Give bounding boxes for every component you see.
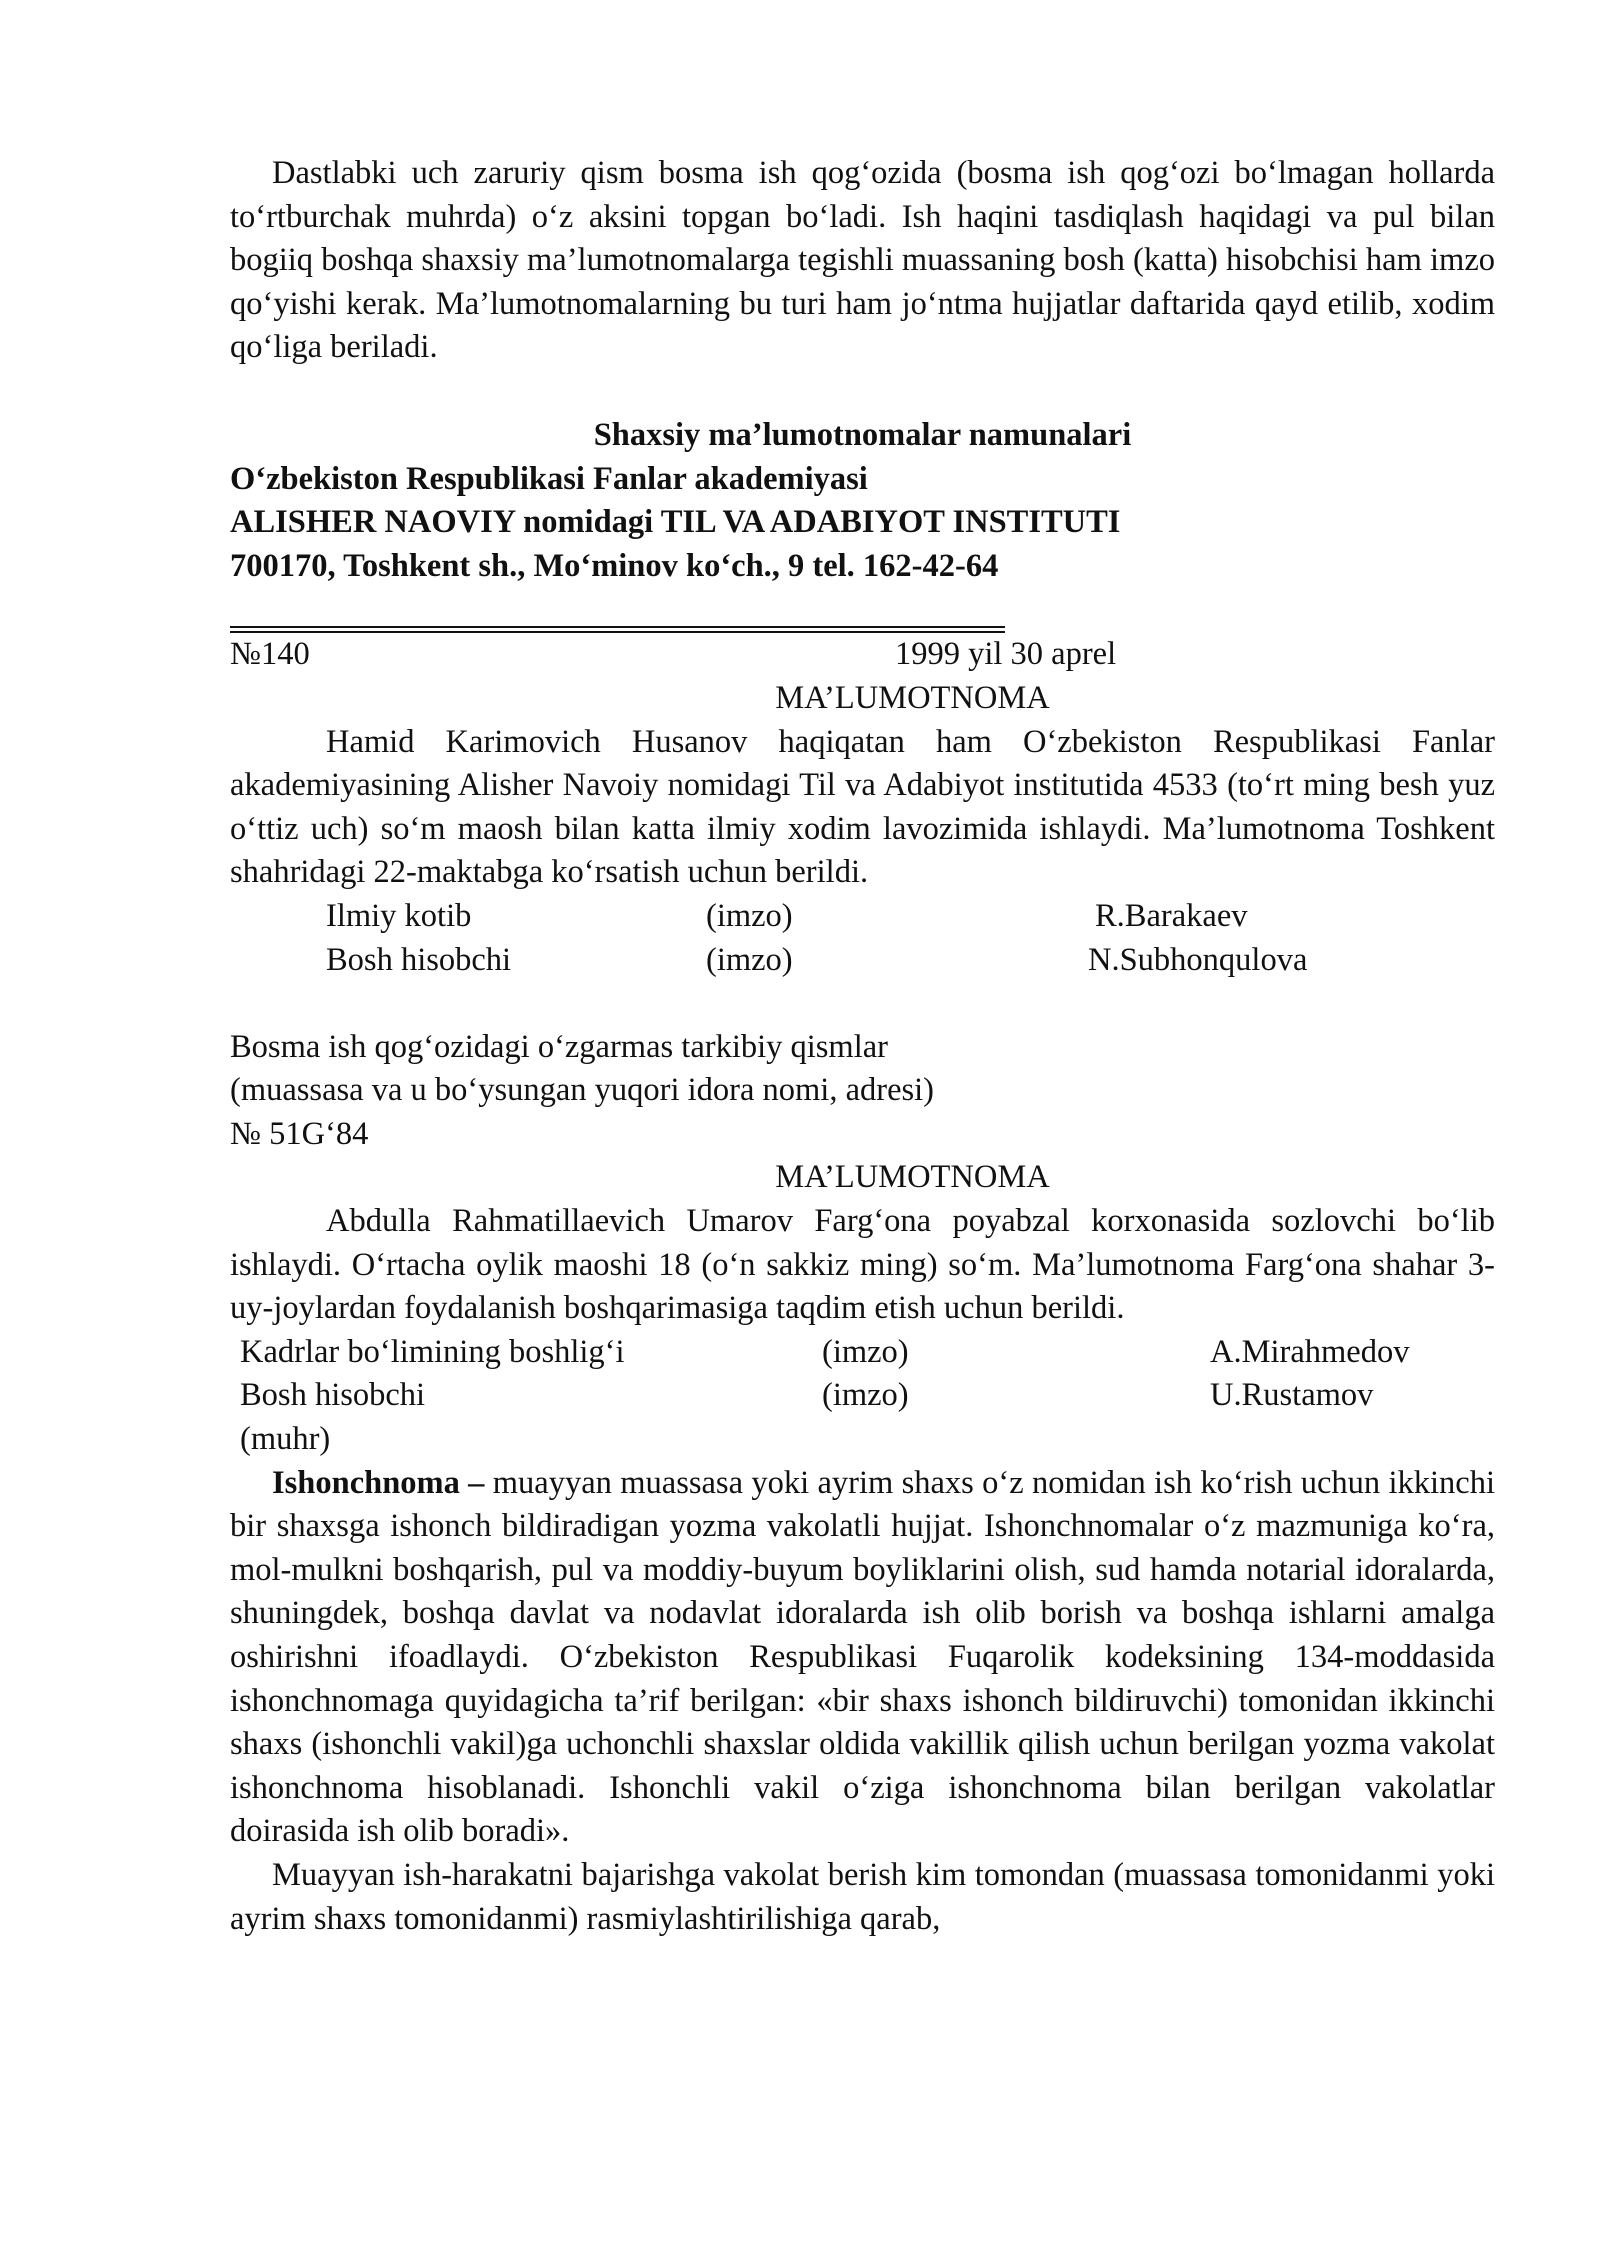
doc2-title: MA’LUMOTNOMA bbox=[775, 1159, 1050, 1196]
ishonchnoma-definition: muayyan muassasa yoki ayrim shaxs o‘z nomidan ish ko‘rish uchun ikkinchi bir shaxsga ishonch bildiradigan yozma vakolatli hujjat. Ishonchnomalar o‘z mazmuniga ko‘ra, mol-mulkni boshqarish, pul va moddiy-buyum boyliklarini olish, sud hamda notarial idoralarda, shuningdek, boshqa davlat va nodavlat idoralarda ish olib borish va boshqa ishlarni amalga oshirishni ifoadlaydi. O‘zbekiston Respublikasi Fuqarolik kodeksining 134-moddasida ishonchnomaga quyidagicha ta’rif berilgan: «bir shaxs ishonch bildiruvchi) tomonidan ikkinchi shaxs (ishonchli vakil)ga uchonchli shaxslar oldida vakillik qilish uchun berilgan yozma vakolat ishonchnoma hisoblanadi. Ishonchli vakil o‘ziga ishonchnoma bilan berilgan vakolatlar doirasida ish olib boradi». bbox=[230, 1464, 1496, 1850]
signature-name: R.Barakaev bbox=[1095, 897, 1248, 934]
ishonchnoma-paragraph bbox=[230, 1462, 1495, 1854]
signature-role: Kadrlar bo‘limining boshlig‘i bbox=[240, 1333, 625, 1370]
signature-mark: (imzo) bbox=[822, 1333, 909, 1370]
intro-paragraph: Dastlabki uch zaruriy qism bosma ish qog‘ozida (bosma ish qog‘ozi bo‘lmagan hollarda to‘rtburchak muhrda) o‘z aksini topgan bo‘ladi. Ish haqini tasdiqlash haqidagi va pul bilan bogiiq boshqa shaxsiy ma’lumotnomalarga tegishli muassaning bosh (katta) hisobchisi ham imzo qo‘yishi kerak. Ma’lumotnomalarning bu turi ham jo‘ntma hujjatlar daftarida qayd etilib, xodim qo‘liga beriladi. bbox=[230, 155, 1495, 366]
letterhead-divider bbox=[230, 626, 1005, 633]
doc1-signature-row bbox=[230, 895, 1495, 939]
doc1-body: Hamid Karimovich Husanov haqiqatan ham O‘zbekiston Respublikasi Fanlar akademiyasining Alisher Navoiy nomidagi Til va Adabiyot institutida 4533 (to‘rt ming besh yuz o‘ttiz uch) so‘m maosh bilan katta ilmiy xodim lavozimida ishlaydi. Ma’lumotnoma Toshkent shahridagi 22-maktabga ko‘rsatish uchun berildi. bbox=[230, 723, 1495, 891]
doc1-date: 1999 yil 30 aprel bbox=[895, 636, 1117, 673]
doc2-body: Abdulla Rahmatillaevich Umarov Farg‘ona poyabzal korxonasida sozlovchi bo‘lib ishlaydi. O‘rtacha oylik maoshi 18 (o‘n sakkiz ming) so‘m. Ma’lumotnoma Farg‘ona shahar 3-uy-joylardan foydalanish boshqarimasiga taqdim etish uchun berildi. bbox=[230, 1203, 1495, 1327]
signature-role: Bosh hisobchi bbox=[240, 1377, 426, 1414]
signature-mark: (imzo) bbox=[706, 897, 793, 934]
signature-name: A.Mirahmedov bbox=[1210, 1333, 1410, 1370]
signature-mark: (imzo) bbox=[706, 941, 793, 978]
signature-name: U.Rustamov bbox=[1210, 1377, 1374, 1414]
document-page bbox=[230, 152, 1495, 1941]
signature-mark: (imzo) bbox=[822, 1377, 909, 1414]
doc1-number: №140 bbox=[230, 636, 310, 673]
letterhead-line-1: O‘zbekiston Respublikasi Fanlar akademiyasi bbox=[230, 460, 868, 497]
samples-heading: Shaxsiy ma’lumotnomalar namunalari bbox=[593, 416, 1132, 453]
samples-section bbox=[230, 414, 1495, 588]
doc1-signature-row bbox=[230, 939, 1495, 983]
signature-role: Bosh hisobchi bbox=[326, 941, 512, 978]
doc1-number-date-row bbox=[230, 633, 1495, 677]
doc2-signature-row bbox=[230, 1374, 1495, 1418]
signature-name: N.Subhonqulova bbox=[1088, 941, 1308, 978]
doc2-header-line-2: (muassasa va u bo‘ysungan yuqori idora nomi, adresi) bbox=[230, 1072, 935, 1109]
doc2-signature-row bbox=[230, 1331, 1495, 1375]
letterhead-line-2: ALISHER NAOVIY nomidagi TIL VA ADABIYOT INSTITUTI bbox=[230, 504, 1121, 541]
ishonchnoma-term: Ishonchnoma – bbox=[272, 1464, 485, 1501]
letterhead-line-3: 700170, Toshkent sh., Mo‘minov ko‘ch., 9 tel. 162-42-64 bbox=[230, 547, 999, 584]
last-paragraph: Muayyan ish-harakatni bajarishga vakolat berish kim tomondan (muassasa tomonidanmi yoki ayrim shaxs tomonidanmi) rasmiylashtirilishiga qarab, bbox=[230, 1856, 1495, 1937]
doc1-title: MA’LUMOTNOMA bbox=[775, 679, 1050, 716]
seal-mark: (muhr) bbox=[240, 1421, 331, 1458]
doc2-number: № 51G‘84 bbox=[230, 1115, 369, 1152]
doc2-header-line-1: Bosma ish qog‘ozidagi o‘zgarmas tarkibiy qismlar bbox=[230, 1028, 888, 1065]
signature-role: Ilmiy kotib bbox=[326, 897, 472, 934]
